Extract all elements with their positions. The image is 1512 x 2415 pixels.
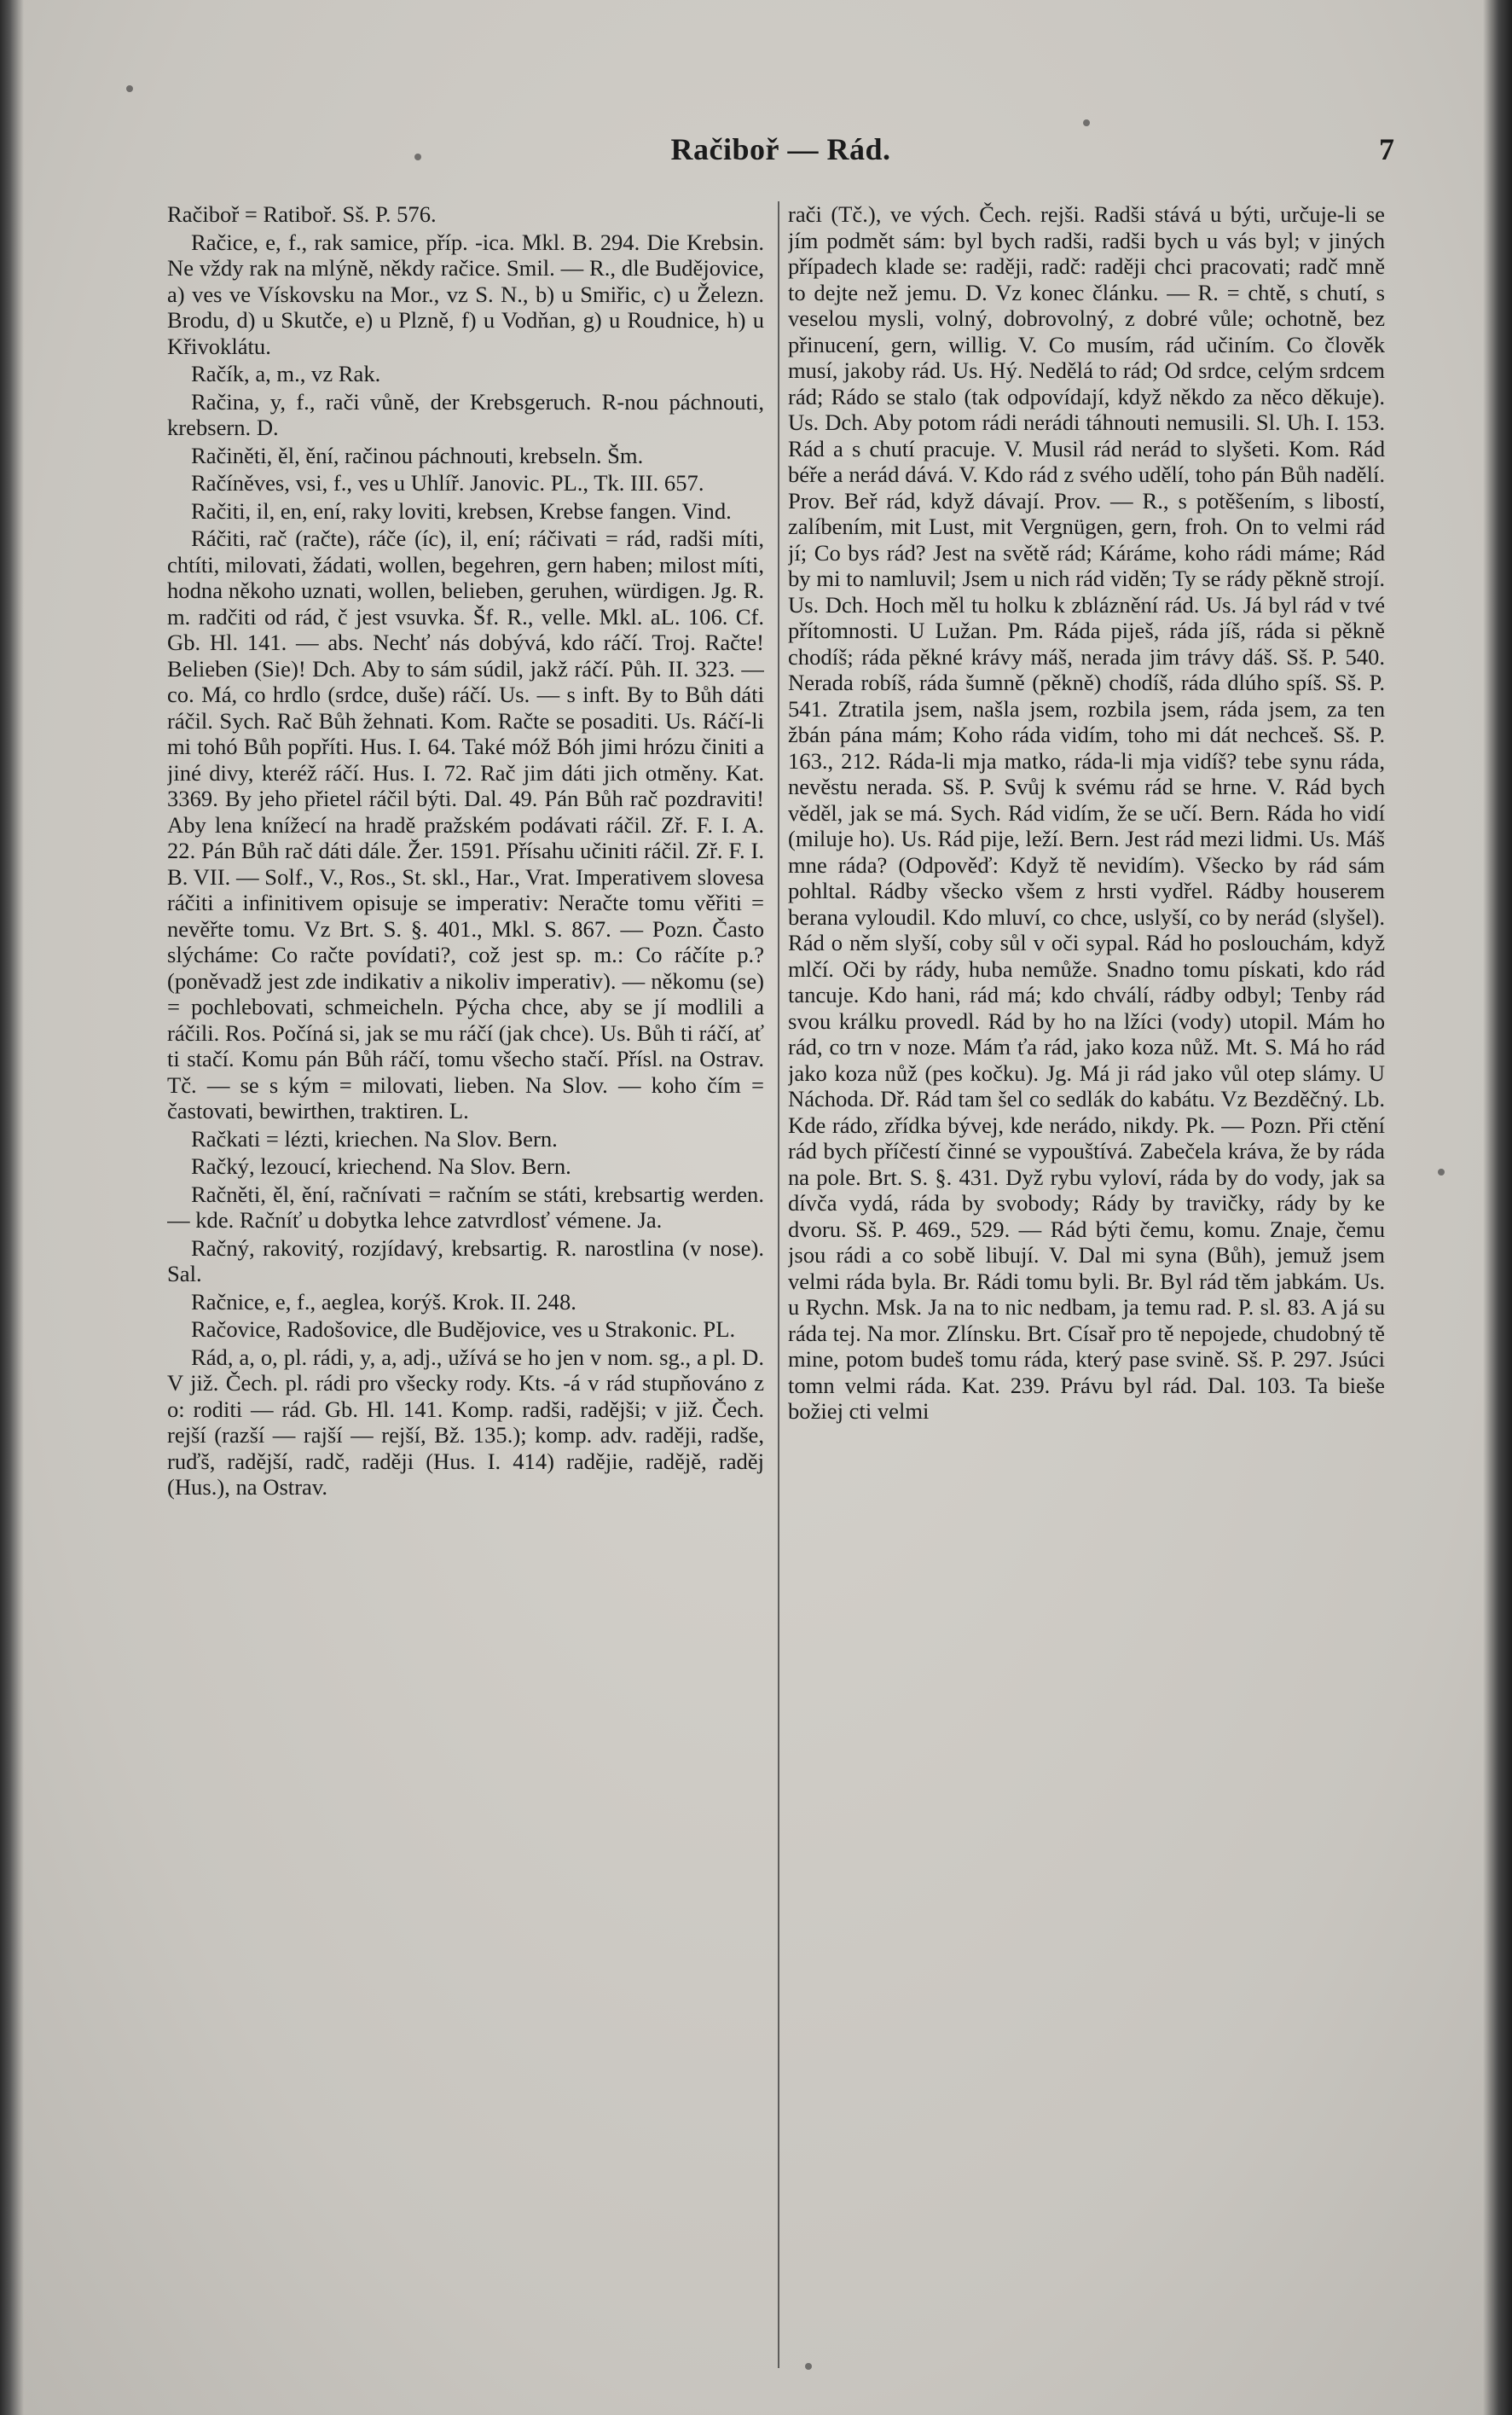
dictionary-entry: Račněti, ěl, ění, račnívati = račním se státi, krebsartig werden. — kde. Račníť u dobytka lehce zatvrdlosť vémene. Ja. [167,1181,764,1233]
text-columns [167,201,1395,2368]
dictionary-entry: Ráčiti, rač (račte), ráče (íc), il, ení; ráčivati = rád, radši míti, chtíti, milovati, žádati, wollen, begehren, gern haben; milost míti, hodna někoho uznati, wollen, belieben, geruhen, würdigen. Jg. R. m. radčiti od rád, č jest vsuvka. Šf. R., velle. Mkl. aL. 106. Cf. Gb. Hl. 141. — abs. Nechť nás dobývá, kdo ráčí. Troj. Račte! Belieben (Sie)! Dch. Aby to sám súdil, jakž ráčí. Půh. II. 323. — co. Má, co hrdlo (srdce, duše) ráčí. Us. — s inft. By to Bůh dáti ráčil. Sych. Rač Bůh žehnati. Kom. Račte se posaditi. Us. Ráčí-li mi tohó Bůh popříti. Hus. I. 64. Také móž Bóh jimi hrózu činiti a jiné divy, kteréž ráčí. Hus. I. 72. Rač jim dáti jich otměny. Kat. 3369. By jeho přietel ráčil býti. Dal. 49. Pán Bůh rač pozdraviti! Aby lena knížecí na hradě pražském podávati ráčil. Zř. F. I. A. 22. Pán Bůh rač dáti dále. Žer. 1591. Přísahu učiniti ráčil. Zř. F. I. B. VII. — Solf., V., Ros., St. skl., Har., Vrat. Imperativem slovesa ráčiti a infinitivem opisuje se imperativ: Neračte tomu věřiti = nevěřte tomu. Vz Brt. S. §. 401., Mkl. S. 867. — Pozn. Často slýcháme: Co račte povídati?, což jest sp. m.: Co ráčíte p.? (poněvadž jest zde indikativ a nikoliv imperativ). — někomu (se) = pochlebovati, schmeicheln. Pýcha chce, aby se jí modlili a ráčili. Ros. Počíná si, jak se mu ráčí (jak chce). Us. Bůh ti ráčí, ať ti stačí. Komu pán Bůh ráčí, tomu všecho stačí. Přísl. na Ostrav. Tč. — se s kým = milovati, lieben. Na Slov. — koho čím = častovati, bewirthen, traktiren. L. [167,525,764,1123]
dictionary-entry: Račiti, il, en, ení, raky loviti, krebsen, Krebse fangen. Vind. [191,497,732,524]
page-number: 7 [1379,132,1394,166]
dictionary-entry: Račkati = lézti, kriechen. Na Slov. Bern. [191,1125,558,1152]
running-head: Račiboř — Rád. [670,132,891,166]
dictionary-entry: Račný, rakovitý, rozjídavý, krebsartig. R. narostlina (v nose). Sal. [167,1234,764,1286]
dictionary-entry: Račíněves, vsi, f., ves u Uhlíř. Janovic. PL., Tk. III. 657. [191,470,704,496]
dictionary-entry: Rád, a, o, pl. rádi, y, a, adj., užívá se ho jen v nom. sg., a pl. D. V již. Čech. pl. rádi pro všecky rody. Kts. -á v rád stupňováno z o: roditi — rád. Gb. Hl. 141. Komp. radši, radějši; v již. Čech. rejší (razší — rajší — rejší, Bž. 135.); komp. adv. raději, radše, ruďš, radější, radč, raději (Hus. I. 414) radějie, radějě, raděj (Hus.), na Ostrav. [167,1344,764,1500]
left-column [167,201,764,2368]
dictionary-entry: Račovice, Radošovice, dle Budějovice, ves u Strakonic. PL. [191,1316,736,1342]
dictionary-entry: Račina, y, f., rači vůně, der Krebsgeruch. R-nou páchnouti, krebsern. D. [167,388,764,440]
dictionary-entry: Račiboř = Ratiboř. Sš. P. 576. [167,201,437,227]
page-edge-shadow-right [1483,0,1512,2415]
dictionary-entry: Račiněti, ěl, ění, račinou páchnouti, krebseln. Šm. [191,442,644,468]
dictionary-entry: Račice, e, f., rak samice, příp. -ica. Mkl. B. 294. Die Krebsin. Ne vždy rak na mlýně, někdy račice. Smil. — R., dle Budějovice, a) ves ve Vískovsku na Mor., vz S. N., b) u Smiřic, c) u Železn. Brodu, d) u Skutče, e) u Plzně, f) u Vodňan, g) u Roudnice, h) u Křivoklátu. [167,229,764,359]
print-speck [1438,1169,1445,1176]
right-column [788,201,1385,2368]
column-divider [778,201,779,2368]
dictionary-entry: Račnice, e, f., aeglea, korýš. Krok. II. 248. [191,1288,576,1315]
dictionary-entry: rači (Tč.), ve vých. Čech. rejši. Radši stává u býti, určuje-li se jím podmět sám: byl bych radši, radši bych u vás byl; v jiných případech klade se: raději, radč: raději chci pracovati; radč mně to dejte než jemu. D. Vz konec článku. — R. = chtě, s chutí, s veselou mysli, volný, dobrovolný, z dobré vůle; ochotně, bez přinucení, gern, willig. V. Co musím, rád učiním. Co člověk musí, jakoby rád. Us. Hý. Nedělá to rád; Od srdce, celým srdcem rád; Rádo se stalo (tak odpovídají, když někdo za něco děkuje). Us. Dch. Aby potom rádi nerádi táhnouti nemusili. Sl. Uh. I. 153. Rád a s chutí pracuje. V. Musil rád nerád to slyšeti. Kom. Rád béře a nerád dává. V. Kdo rád z svého udělí, toho pán Bůh nadělí. Prov. Beř rád, když dávají. Prov. — R., s potěšením, s libostí, zalíbením, mit Lust, mit Vergnügen, gern, froh. On to velmi rád jí; Co bys rád? Jest na světě rád; Káráme, koho rádi máme; Rád by mi to namluvil; Jsem u nich rád viděn; Ty se rády pěkně strojí. Us. Dch. Hoch měl tu holku k zbláznění rád. Us. Já byl rád v tvé přítomnosti. U Lužan. Pm. Ráda piješ, ráda jíš, ráda si pěkně chodíš; ráda pěkné krávy máš, nerada jim trávy dáš. Sš. P. 540. Nerada robíš, ráda šumně (pěkně) chodíš, ráda dlúho spíš. Sš. P. 541. Ztratila jsem, našla jsem, rozbila jsem, ráda jsem, za ten žbán pána mám; Koho ráda vidím, toho mi dát nechceš. Sš. P. 163., 212. Ráda-li mja matko, ráda-li mja vidíš? tebe synu ráda, nevěstu nerada. Sš. P. Svůj k svému rád se hrne. V. Rád bych věděl, jak se má. Sych. Rád vidím, že se učí. Bern. Ráda ho vidí (miluje ho). Us. Rád pije, leží. Bern. Jest rád mezi lidmi. Us. Máš mne ráda? (Odpověď: Když tě nevidím). Všecko by rád sám pohltal. Rádby všecko všem z hrsti vydřel. Rádby houserem berana vyloudil. Kdo mluví, co chce, uslyší, co by nerád (slyšel). Rád o něm slyší, coby sůl v oči sypal. Rád ho poslouchám, když mlčí. Oči by rády, huba nemůže. Snadno tomu pískati, kdo rád tancuje. Kdo hani, rád má; kdo chválí, rádby odbyl; Tenby rád svou králku provedl. Rád by ho na lžíci (vody) utopil. Mám ho rád, co trn v noze. Mám ťa rád, jako koza nůž. Mt. S. Má ho rád jako koza nůž (pes kočku). Jg. Má ji rád jako vůl otep slámy. U Náchoda. Dř. Rád tam šel co sedlák do kabátu. Vz Bezděčný. Lb. Kde rádo, zřídka bývej, kde nerádo, nikdy. Pk. — Pozn. Při ctění rád bych příčestí činné se vypouštívá. Zabečela kráva, že by ráda na pole. Brt. S. §. 431. Dyž rybu vyloví, ráda by do vody, jak sa dívča vydá, ráda by svobody; Rády by travičky, rády by ke dvoru. Sš. P. 469., 529. — Rád býti čemu, komu. Znaje, čemu jsou rádi a co sobě libují. V. Dal mi syna (Bůh), jemuž jsem velmi ráda byla. Br. Rádi tomu byli. Br. Byl rád těm jabkám. Us. u Rychn. Msk. Ja na to nic nedbam, ja temu rad. P. sl. 83. A já su ráda tej. Na mor. Zlínsku. Brt. Císař pro tě nepojede, chudobný tě mine, potom budeš tomu ráda, který pase svině. Sš. P. 297. Jsúci tomn velmi ráda. Kat. 239. Právu byl rád. Dal. 103. Ta bieše božiej cti velmi [788,201,1385,1424]
dictionary-entry: Račík, a, m., vz Rak. [191,361,381,386]
page-edge-shadow-left [0,0,24,2415]
print-speck [1083,119,1090,126]
print-speck [126,85,133,92]
page-header [167,126,1394,177]
dictionary-entry: Račký, lezoucí, kriechend. Na Slov. Bern. [191,1153,571,1179]
